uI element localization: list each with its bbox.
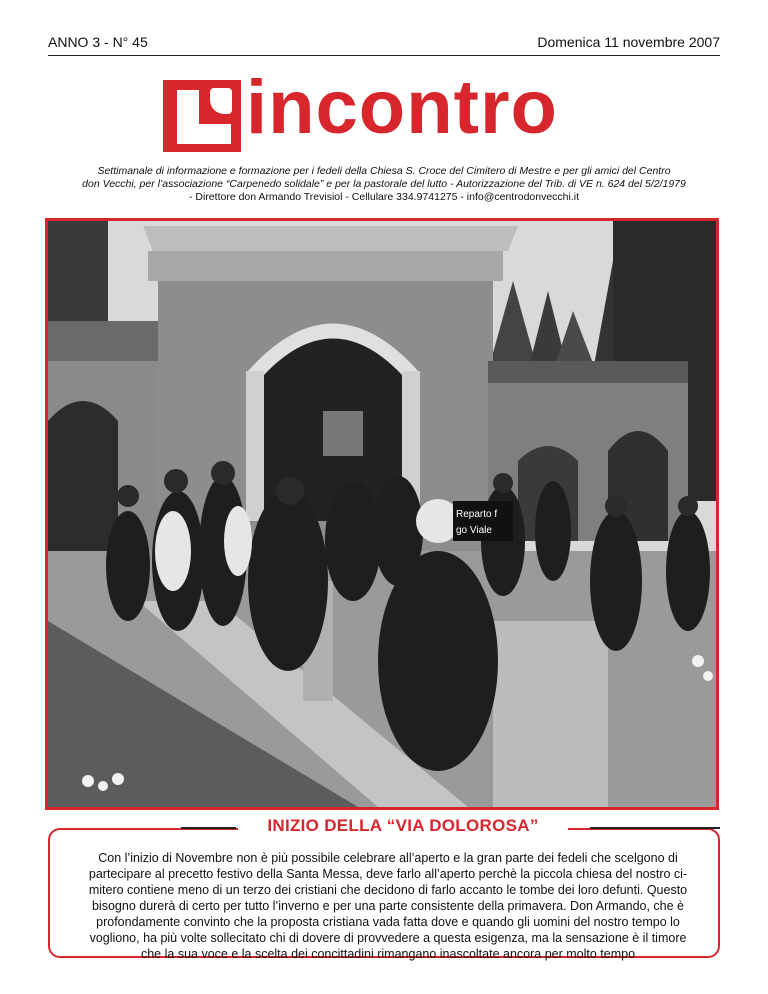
article-body: [56, 850, 720, 962]
photo-sign-text: Reparto f: [456, 509, 498, 520]
photo-sign-text-2: go Viale: [456, 525, 492, 536]
subtitle-line-1: Settimanale di informazione e formazione per i fedeli della Chiesa S. Croce del Cimitero di Mestre e per gli amici del Centro: [97, 165, 671, 177]
article-line: che la sua voce e la scelta dei concittadini rimangano inascoltate ancora per molto tempo: [140, 947, 636, 961]
top-info-bar: [48, 34, 720, 54]
article-line: Con l’inizio di Novembre non è più possibile celebrare all’aperto e la gran parte dei fedeli che scelgono di: [98, 851, 678, 865]
article-line: vogliono, ha più volte sollecitato chi di dovere di provvedere a questa esigenza, ma la sensazione è il timore: [89, 931, 687, 945]
article-line: profondamente convinto che la proposta cristiana vada fatta dove e quando gli uomini del nostro tempo lo: [96, 915, 680, 929]
header-rule: [48, 55, 720, 56]
article-line: bisogno durerà di certo per tutto l’inverno e per una parte consistente della primavera. Don Armando, che è: [91, 899, 684, 913]
subtitle-line-3: - Direttore don Armando Trevisiol - Cellulare 334.9741275 - info@centrodonvecchi.it: [188, 191, 580, 203]
apostrophe-mark: [210, 88, 232, 114]
publication-subtitle: [40, 165, 728, 204]
issue-date: Domenica 11 novembre 2007: [537, 34, 720, 50]
issue-number: ANNO 3 - N° 45: [48, 34, 148, 50]
masthead-title: incontro: [246, 65, 558, 150]
headline-rule-right: [590, 827, 720, 829]
cemetery-chapel-photo: [48, 221, 716, 807]
article-line: partecipare al precetto festivo della Santa Messa, deve farlo all’aperto perchè la piccola chiesa del nostro ci-: [88, 867, 688, 881]
headline-bar: [48, 816, 720, 846]
subtitle-line-2: don Vecchi, per l’associazione “Carpenedo solidale” e per la pastorale del lutto - Autorizzazione del Trib. di VE n. 624 del 5/2/1979: [82, 178, 686, 190]
cover-photo: [45, 218, 719, 810]
headline-rule-left: [181, 827, 236, 829]
article-headline: INIZIO DELLA “VIA DOLOROSA”: [238, 816, 568, 836]
article-line: mitero contiene meno di un terzo dei cristiani che decidono di farlo accanto le tombe dei loro defunti. Questo: [88, 883, 688, 897]
masthead: [160, 65, 620, 158]
logo-mark: [163, 80, 241, 152]
